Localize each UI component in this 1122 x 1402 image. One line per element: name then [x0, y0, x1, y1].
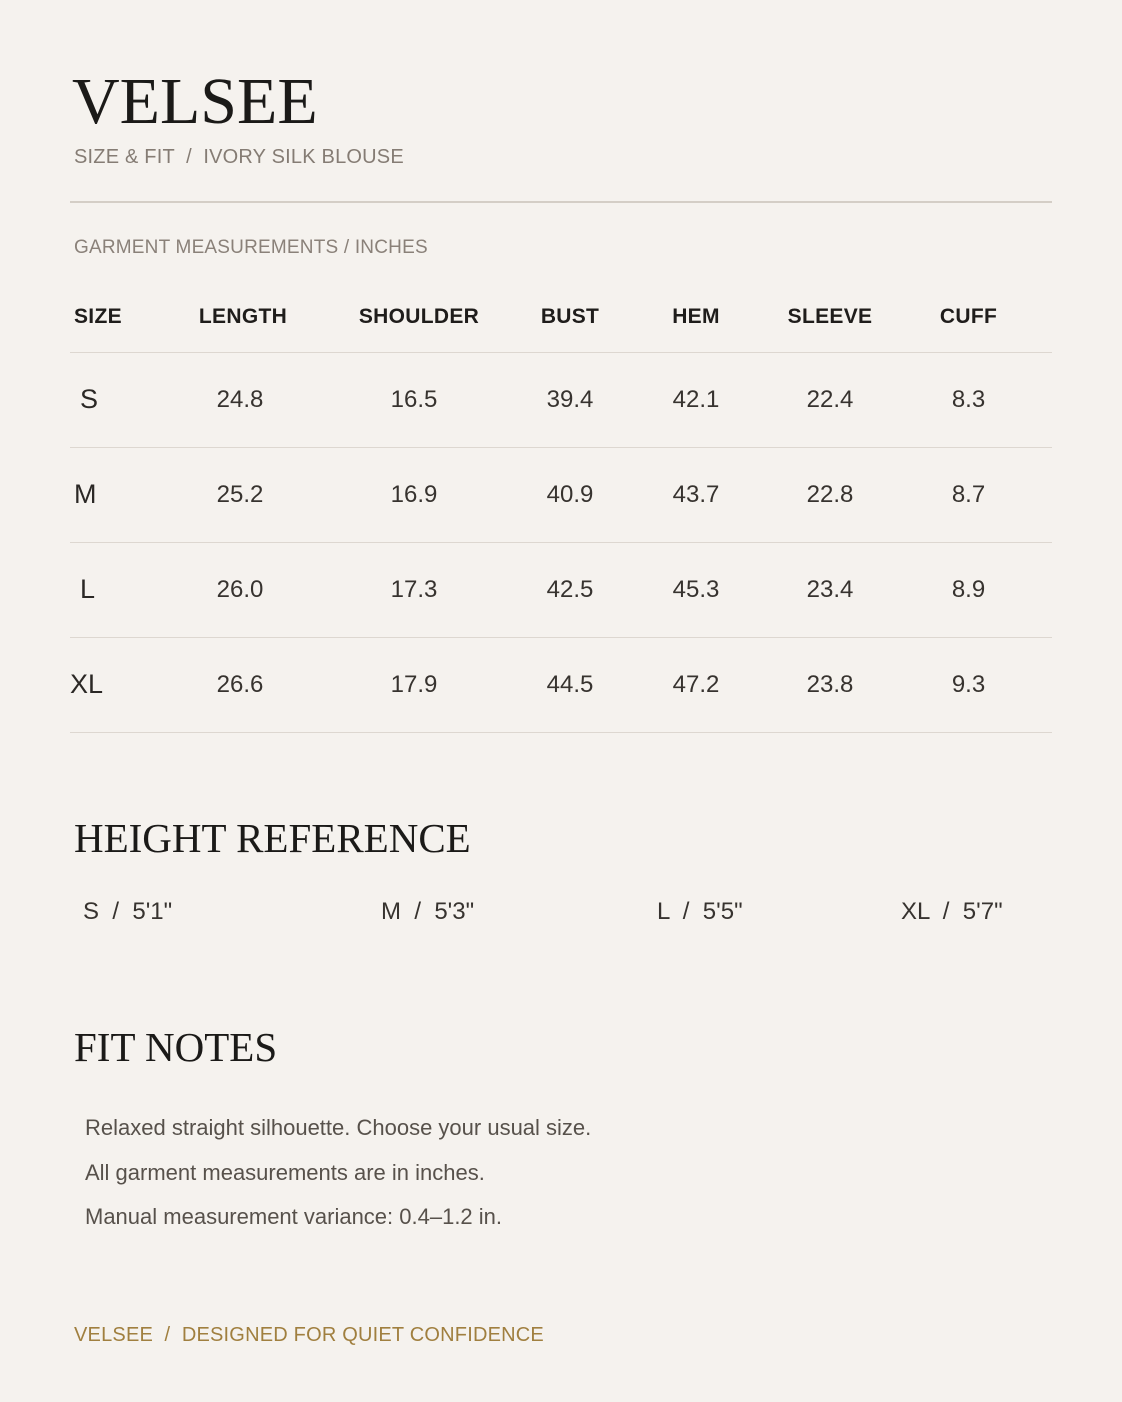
footer [74, 1324, 544, 1347]
height-item-m: M / 5'3" [381, 898, 475, 925]
column-header-bust: BUST [523, 282, 617, 352]
sleeve-cell: 22.8 [775, 447, 885, 542]
table-row [70, 352, 1052, 447]
table-header-row [70, 282, 1052, 352]
size-cell: S [70, 352, 175, 447]
table-row [70, 637, 1052, 732]
footer-brand: VELSEE [74, 1324, 154, 1346]
column-header-cuff: CUFF [885, 282, 1052, 352]
column-header-sleeve: SLEEVE [775, 282, 885, 352]
shoulder-cell: 16.9 [305, 447, 523, 542]
fit-notes-title: FIT NOTES [74, 1024, 278, 1070]
column-header-hem: HEM [617, 282, 775, 352]
cuff-cell: 8.9 [885, 542, 1052, 637]
footer-separator: / [164, 1324, 171, 1346]
fit-notes-list [85, 1106, 591, 1240]
height-reference-title: HEIGHT REFERENCE [74, 815, 471, 861]
fit-note: Relaxed straight silhouette. Choose your usual size. [85, 1115, 592, 1140]
size-cell: M [70, 447, 175, 542]
bust-cell: 42.5 [523, 542, 617, 637]
sleeve-cell: 22.4 [775, 352, 885, 447]
height-item-l: L / 5'5" [657, 898, 743, 925]
size-chart-table [70, 282, 1052, 733]
measurements-caption: GARMENT MEASUREMENTS / INCHES [74, 237, 428, 258]
brand-logo: VELSEE [72, 65, 318, 138]
breadcrumb-section: SIZE & FIT [74, 146, 175, 168]
footer-tagline: DESIGNED FOR QUIET CONFIDENCE [181, 1324, 544, 1346]
length-cell: 24.8 [175, 352, 305, 447]
length-cell: 25.2 [175, 447, 305, 542]
sleeve-cell: 23.8 [775, 637, 885, 732]
hem-cell: 45.3 [617, 542, 775, 637]
breadcrumb [74, 146, 404, 169]
height-reference-list [0, 898, 1122, 934]
fit-note: All garment measurements are in inches. [85, 1159, 485, 1185]
shoulder-cell: 17.9 [305, 637, 523, 732]
column-header-shoulder: SHOULDER [305, 282, 523, 352]
cuff-cell: 8.7 [885, 447, 1052, 542]
shoulder-cell: 17.3 [305, 542, 523, 637]
height-item-s: S / 5'1" [83, 898, 173, 925]
cuff-cell: 8.3 [885, 352, 1052, 447]
breadcrumb-separator: / [186, 146, 192, 168]
cuff-cell: 9.3 [885, 637, 1052, 732]
breadcrumb-product: IVORY SILK BLOUSE [203, 146, 404, 168]
bust-cell: 39.4 [523, 352, 617, 447]
fit-note: Manual measurement variance: 0.4–1.2 in. [85, 1204, 503, 1229]
size-cell: XL [70, 637, 175, 732]
table-row [70, 447, 1052, 542]
size-cell: L [70, 542, 175, 637]
length-cell: 26.6 [175, 637, 305, 732]
column-header-size: SIZE [70, 282, 175, 352]
header-divider [70, 201, 1052, 203]
hem-cell: 47.2 [617, 637, 775, 732]
bust-cell: 44.5 [523, 637, 617, 732]
bust-cell: 40.9 [523, 447, 617, 542]
hem-cell: 42.1 [617, 352, 775, 447]
table-row [70, 542, 1052, 637]
length-cell: 26.0 [175, 542, 305, 637]
sleeve-cell: 23.4 [775, 542, 885, 637]
shoulder-cell: 16.5 [305, 352, 523, 447]
column-header-length: LENGTH [175, 282, 305, 352]
hem-cell: 43.7 [617, 447, 775, 542]
height-item-xl: XL / 5'7" [901, 898, 1003, 925]
